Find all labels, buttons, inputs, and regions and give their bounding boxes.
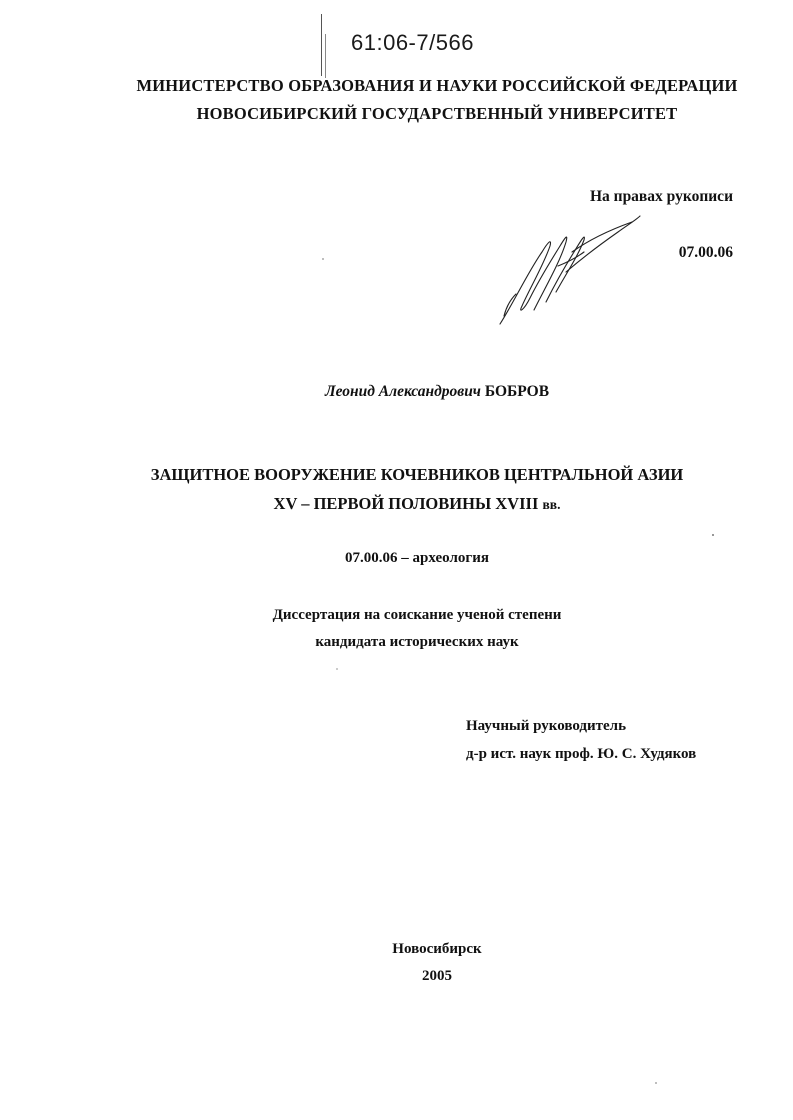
title-line-2-suffix: вв. xyxy=(542,497,561,512)
author-given-names: Леонид Александрович xyxy=(324,383,481,400)
scan-speck xyxy=(655,1082,657,1084)
scan-speck xyxy=(712,534,714,536)
university-heading: НОВОСИБИРСКИЙ ГОСУДАРСТВЕННЫЙ УНИВЕРСИТЕТ xyxy=(196,104,678,123)
supervisor-label: Научный руководитель xyxy=(466,718,626,734)
dissertation-title-line-2 xyxy=(274,494,561,514)
supervisor-name: д-р ист. наук проф. Ю. С. Худяков xyxy=(466,746,697,762)
city: Новосибирск xyxy=(392,941,482,957)
specialty-code-right: 07.00.06 xyxy=(678,244,733,261)
ministry-heading: МИНИСТЕРСТВО ОБРАЗОВАНИЯ И НАУКИ РОССИЙСКОЙ ФЕДЕРАЦИИ xyxy=(136,76,738,95)
author-name xyxy=(325,383,549,401)
author-surname: БОБРОВ xyxy=(484,383,550,400)
scan-mark-right xyxy=(325,34,326,78)
scan-speck xyxy=(336,668,338,670)
year: 2005 xyxy=(422,968,452,984)
manuscript-rights-note: На правах рукописи xyxy=(589,188,733,205)
specialty-line: 07.00.06 – археология xyxy=(345,550,489,566)
degree-line-1: Диссертация на соискание ученой степени xyxy=(272,607,562,623)
degree-line-2: кандидата исторических наук xyxy=(315,634,519,650)
scan-mark-left xyxy=(321,14,322,76)
author-signature xyxy=(494,212,644,328)
scan-speck xyxy=(322,258,324,260)
title-line-2-main: XV – ПЕРВОЙ ПОЛОВИНЫ XVIII xyxy=(273,494,539,513)
archive-code: 61:06-7/566 xyxy=(351,30,474,55)
dissertation-title-line-1: ЗАЩИТНОЕ ВООРУЖЕНИЕ КОЧЕВНИКОВ ЦЕНТРАЛЬНОЙ АЗИИ xyxy=(150,465,684,484)
